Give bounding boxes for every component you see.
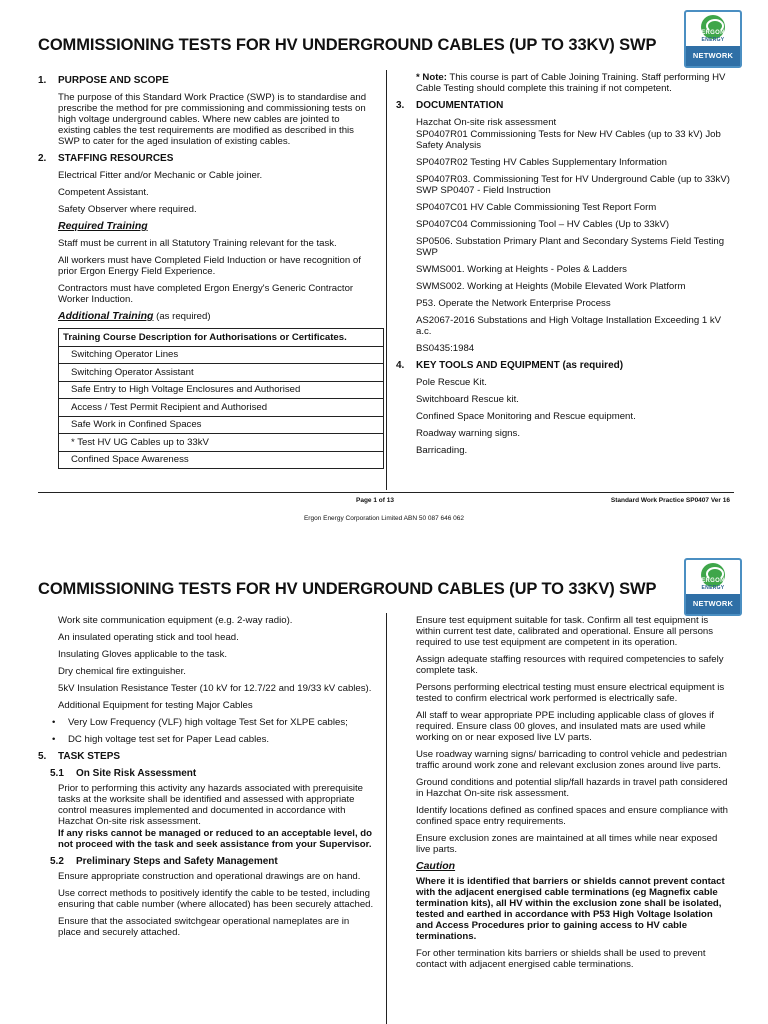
document-item: SP0407R03. Commissioning Test for HV Underground Cable (up to 33kV) SWP SP0407 - Field Instruction — [416, 174, 730, 196]
table-row: * Test HV UG Cables up to 33kV — [59, 434, 384, 452]
major-cable-equipment-list — [52, 717, 374, 745]
document-item: AS2067-2016 Substations and High Voltage Installation Exceeding 1 kV a.c. — [416, 315, 722, 337]
section-4-heading: 4. KEY TOOLS AND EQUIPMENT (as required) — [396, 360, 624, 371]
column-divider — [386, 70, 387, 490]
document-item: SP0407R02 Testing HV Cables Supplementary Information — [416, 157, 668, 168]
required-training-item: Contractors must have completed Ergon Energy's Generic Contractor Worker Induction. — [58, 283, 354, 305]
section-1-body: The purpose of this Standard Work Practice (SWP) is to standardise and prescribe the method for pre commissioning and commissioning tests on high voltage underground cables. Where new cables are jointed to existing cables the test requirements are modified as described in this SWP to cater for the aged insulation of existing cables. — [58, 92, 367, 147]
table-row: Access / Test Permit Recipient and Authorised — [59, 399, 384, 417]
tool-item: Insulating Gloves applicable to the task. — [58, 649, 228, 660]
ergon-network-logo — [684, 10, 742, 68]
preliminary-step: Ensure that the associated switchgear operational nameplates are in place and securely attached. — [58, 916, 350, 938]
footer-rule — [38, 492, 734, 493]
section-3-heading: 3. DOCUMENTATION — [396, 100, 504, 111]
swp-version: Standard Work Practice SP0407 Ver 16 — [610, 497, 730, 504]
safety-step: Assign adequate staffing resources with required competencies to safely complete task. — [416, 654, 724, 676]
document-item: SP0407C04 Commissioning Tool – HV Cables (Up to 33kV) — [416, 219, 670, 230]
page-title: COMMISSIONING TESTS FOR HV UNDERGROUND CABLES (UP TO 33KV) SWP — [38, 36, 657, 54]
logo-text-network: NETWORK — [686, 594, 740, 614]
training-course-table — [58, 328, 384, 469]
document-item: SP0506. Substation Primary Plant and Secondary Systems Field Testing SWP — [416, 236, 725, 258]
section-5-heading: 5. TASK STEPS — [38, 751, 121, 762]
table-row: Switching Operator Lines — [59, 346, 384, 364]
document-item: BS0435:1984 — [416, 343, 475, 354]
tool-item: Dry chemical fire extinguisher. — [58, 666, 186, 677]
tool-item: An insulated operating stick and tool head. — [58, 632, 239, 643]
document-item: P53. Operate the Network Enterprise Process — [416, 298, 611, 309]
section-5-2-heading: 5.2 Preliminary Steps and Safety Management — [50, 856, 278, 867]
column-divider — [386, 613, 387, 1024]
document-item: SWMS002. Working at Heights (Mobile Elevated Work Platform — [416, 281, 686, 292]
tool-item: 5kV Insulation Resistance Tester (10 kV for 12.7/22 and 19/33 kV cables). — [58, 683, 372, 694]
risk-assessment-body: Prior to performing this activity any hazards associated with prerequisite tasks at the worksite shall be identified and assessed with appropriate control measures implemented and documented in accordance with Hazchat On-site risk assessment. — [58, 783, 364, 827]
required-training-item: Staff must be current in all Statutory Training relevant for the task. — [58, 238, 337, 249]
safety-step: Identify locations defined as confined spaces and ensure compliance with confined space entry requirements. — [416, 805, 728, 827]
document-item: Hazchat On-site risk assessment — [416, 117, 557, 128]
document-item: SWMS001. Working at Heights - Poles & Ladders — [416, 264, 627, 275]
table-row: Confined Space Awareness — [59, 451, 384, 469]
staff-item: Electrical Fitter and/or Mechanic or Cable joiner. — [58, 170, 263, 181]
preliminary-step: Use correct methods to positively identify the cable to be tested, including ensuring that cable number (where allocated) has been securely attached. — [58, 888, 374, 910]
risk-assessment-warning: If any risks cannot be managed or reduced to an acceptable level, do not proceed with the task and seek assistance from your Supervisor. — [58, 828, 373, 850]
page1-left-column — [38, 75, 374, 469]
page2-right-column — [396, 615, 732, 976]
logo-text-network: NETWORK — [686, 46, 740, 66]
corporation-line: Ergon Energy Corporation Limited ABN 50 087 646 062 — [303, 515, 465, 522]
page2-left-column — [38, 615, 374, 944]
logo-text-ergon: ERGON — [701, 30, 725, 36]
safety-step: Use roadway warning signs/ barricading to control vehicle and pedestrian traffic around work zone and relevant exclusion zones around live parts. — [416, 749, 727, 771]
ergon-network-logo — [684, 558, 742, 616]
caution-heading: Caution — [416, 860, 456, 872]
safety-step: All staff to wear appropriate PPE including applicable class of gloves if required. Ensure class 00 gloves, and insulated mats are used while working on or near exposed live LV parts. — [416, 710, 714, 743]
tool-item: Barricading. — [416, 445, 468, 456]
preliminary-step: Ensure appropriate construction and operational drawings are on hand. — [58, 871, 361, 882]
training-note: * Note: This course is part of Cable Joining Training. Staff performing HV Cable Testing should complete this training if not competent. — [416, 72, 726, 94]
section-5-1-heading: 5.1 On Site Risk Assessment — [50, 768, 197, 779]
page-number: Page 1 of 13 — [356, 497, 394, 504]
document-item: SP0407R01 Commissioning Tests for New HV Cables (up to 33 kV) Job Safety Analysis — [416, 129, 721, 151]
table-header: Training Course Description for Authorisations or Certificates. — [59, 329, 384, 347]
list-item: • DC high voltage test set for Paper Lead cables. — [52, 734, 374, 745]
page-title: COMMISSIONING TESTS FOR HV UNDERGROUND CABLES (UP TO 33KV) SWP — [38, 580, 657, 598]
required-training-heading: Required Training — [58, 220, 148, 232]
page1-right-column — [396, 72, 732, 462]
caution-last: For other termination kits barriers or shields shall be used to prevent contact with adjacent energised cable terminations. — [416, 948, 706, 970]
safety-step: Persons performing electrical testing must ensure electrical equipment is tested to confirm electrical work performed is electrically safe. — [416, 682, 725, 704]
logo-text-energy: ENERGY — [701, 585, 725, 591]
logo-text-energy: ENERGY — [701, 37, 725, 43]
section-2-heading: 2. STAFFING RESOURCES — [38, 153, 174, 164]
page-gap — [0, 530, 768, 555]
safety-step: Ensure test equipment suitable for task. Confirm all test equipment is within current test date, calibrated and operational. Ensure all persons required to use test equipment are competent in its operation. — [416, 615, 714, 648]
additional-training-heading: Additional Training (as required) — [58, 310, 211, 322]
table-row: Switching Operator Assistant — [59, 364, 384, 382]
required-training-item: All workers must have Completed Field Induction or have recognition of prior Ergon Energy Field Experience. — [58, 255, 361, 277]
tool-item: Pole Rescue Kit. — [416, 377, 487, 388]
tool-item: Confined Space Monitoring and Rescue equipment. — [416, 411, 636, 422]
safety-step: Ensure exclusion zones are maintained at all times while near exposed live parts. — [416, 833, 718, 855]
tool-item: Switchboard Rescue kit. — [416, 394, 519, 405]
document-item: SP0407C01 HV Cable Commissioning Test Report Form — [416, 202, 657, 213]
section-1-heading: 1. PURPOSE AND SCOPE — [38, 75, 169, 86]
table-row: Safe Entry to High Voltage Enclosures and Authorised — [59, 381, 384, 399]
safety-step: Ground conditions and potential slip/fall hazards in travel path considered in Hazchat On-site risk assessment. — [416, 777, 728, 799]
document-page-2 — [0, 555, 768, 1024]
logo-text-ergon: ERGON — [701, 578, 725, 584]
tool-item: Work site communication equipment (e.g. 2-way radio). — [58, 615, 293, 626]
staff-item: Safety Observer where required. — [58, 204, 197, 215]
tool-item: Additional Equipment for testing Major Cables — [58, 700, 253, 711]
list-item: • Very Low Frequency (VLF) high voltage Test Set for XLPE cables; — [52, 717, 374, 728]
table-row: Safe Work in Confined Spaces — [59, 416, 384, 434]
caution-body: Where it is identified that barriers or shields cannot prevent contact with the adjacent energised cable terminations (eg Magnefix cable termination kits), all HV within the exclusion zone shall be isolated, tested and earthed in accordance with P53 High Voltage Isolation and Access Procedures prior to gaining access to HV cable terminations. — [416, 876, 725, 942]
tool-item: Roadway warning signs. — [416, 428, 520, 439]
staff-item: Competent Assistant. — [58, 187, 149, 198]
